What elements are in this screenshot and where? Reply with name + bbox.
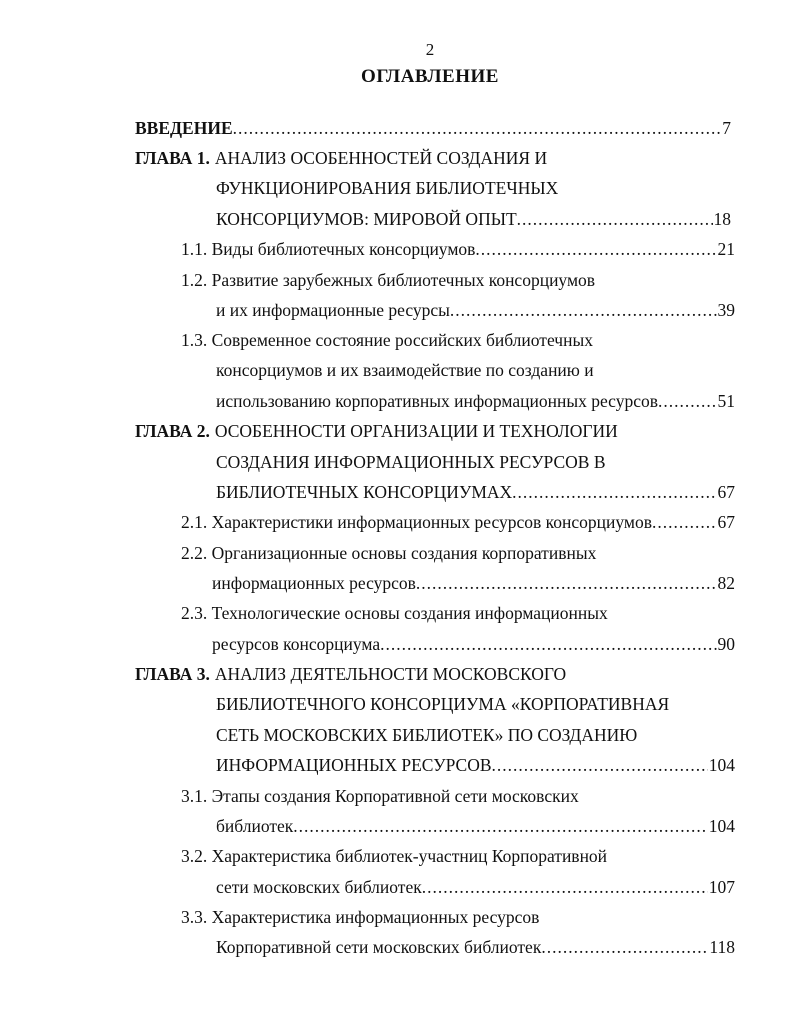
toc-chapter-1-line-3[interactable] <box>216 206 731 232</box>
section-3-2-text-2: сети московских библиотек <box>216 877 422 897</box>
intro-label: ВВЕДЕНИЕ <box>135 118 233 138</box>
leader-dots <box>450 297 717 323</box>
toc-section-1-3-line-1[interactable] <box>181 327 735 353</box>
toc-section-3-2-line-1[interactable] <box>181 843 735 869</box>
toc-chapter-2-line-2 <box>216 449 736 475</box>
chapter-1-title-line-3: КОНСОРЦИУМОВ: МИРОВОЙ ОПЫТ <box>216 209 517 229</box>
chapter-2-page: 67 <box>717 482 735 502</box>
chapter-1-page: 18 <box>713 209 731 229</box>
section-3-3-text-1: 3.3. Характеристика информационных ресурсов <box>181 907 540 927</box>
chapter-2-title-line-2: СОЗДАНИЯ ИНФОРМАЦИОННЫХ РЕСУРСОВ В <box>216 452 606 472</box>
section-1-1-text: 1.1. Виды библиотечных консорциумов <box>181 239 476 259</box>
section-3-1-text-1: 3.1. Этапы создания Корпоративной сети московских <box>181 786 579 806</box>
section-3-1-text-2: библиотек <box>216 816 294 836</box>
toc-chapter-2-line-1[interactable] <box>135 418 735 444</box>
chapter-1-title-line-1: АНАЛИЗ ОСОБЕННОСТЕЙ СОЗДАНИЯ И <box>214 148 548 168</box>
toc-section-2-3-line-1[interactable] <box>181 600 735 626</box>
chapter-3-title-line-4: ИНФОРМАЦИОННЫХ РЕСУРСОВ <box>216 755 492 775</box>
chapter-3-prefix: ГЛАВА 3. <box>135 664 210 684</box>
toc-chapter-2-line-3[interactable] <box>216 479 735 505</box>
toc-section-3-2-line-2[interactable] <box>216 874 735 900</box>
section-2-2-text-2: информационных ресурсов <box>212 573 416 593</box>
toc-section-1-3-line-3[interactable] <box>216 388 735 414</box>
leader-dots <box>652 509 717 535</box>
toc-section-1-2-line-2[interactable] <box>216 297 735 323</box>
section-2-1-page: 67 <box>717 512 735 532</box>
chapter-2-prefix: ГЛАВА 2. <box>135 421 210 441</box>
leader-dots <box>380 631 716 657</box>
section-1-1-page: 21 <box>717 239 735 259</box>
chapter-3-title-line-2: БИБЛИОТЕЧНОГО КОНСОРЦИУМА «КОРПОРАТИВНАЯ <box>216 694 670 714</box>
leader-dots <box>517 206 713 232</box>
leader-dots <box>416 570 717 596</box>
toc-section-1-3-line-2 <box>216 357 735 383</box>
toc-section-3-3-line-2[interactable] <box>216 934 735 960</box>
toc-section-3-1-line-1[interactable] <box>181 783 735 809</box>
section-3-1-page: 104 <box>708 816 735 836</box>
toc-section-3-1-line-2[interactable] <box>216 813 735 839</box>
page-number: 2 <box>425 40 435 59</box>
section-3-2-page: 107 <box>708 877 735 897</box>
section-2-3-text-2: ресурсов консорциума <box>212 634 381 654</box>
chapter-3-title-line-3: СЕТЬ МОСКОВСКИХ БИБЛИОТЕК» ПО СОЗДАНИЮ <box>216 725 638 745</box>
toc-section-2-1[interactable] <box>181 509 735 535</box>
toc-chapter-3-line-4[interactable] <box>216 752 735 778</box>
chapter-2-title-line-1: ОСОБЕННОСТИ ОРГАНИЗАЦИИ И ТЕХНОЛОГИИ <box>214 421 618 441</box>
section-3-3-page: 118 <box>709 937 735 957</box>
section-1-3-page: 51 <box>717 391 735 411</box>
toc-chapter-3-line-1[interactable] <box>135 661 735 687</box>
toc-entry-intro[interactable] <box>135 115 731 141</box>
section-2-1-text: 2.1. Характеристики информационных ресурсов консорциумов <box>181 512 652 532</box>
leader-dots <box>541 934 708 960</box>
section-1-2-text-1: 1.2. Развитие зарубежных библиотечных консорциумов <box>181 270 596 290</box>
section-3-2-text-1: 3.2. Характеристика библиотек-участниц Корпоративной <box>181 846 608 866</box>
toc-section-2-3-line-2[interactable] <box>212 631 735 657</box>
intro-page: 7 <box>722 118 731 138</box>
toc-section-1-2-line-1[interactable] <box>181 267 735 293</box>
chapter-3-page: 104 <box>708 755 735 775</box>
leader-dots <box>475 236 716 262</box>
leader-dots <box>293 813 707 839</box>
section-1-3-text-3: использованию корпоративных информационных ресурсов <box>216 391 658 411</box>
leader-dots <box>512 479 716 505</box>
toc-section-1-1[interactable] <box>181 236 735 262</box>
toc-chapter-3-line-3 <box>216 722 736 748</box>
leader-dots <box>658 388 717 414</box>
chapter-1-prefix: ГЛАВА 1. <box>135 148 210 168</box>
toc-section-2-2-line-2[interactable] <box>212 570 735 596</box>
chapter-2-title-line-3: БИБЛИОТЕЧНЫХ КОНСОРЦИУМАХ <box>216 482 513 502</box>
section-3-3-text-2: Корпоративной сети московских библиотек <box>216 937 542 957</box>
toc-chapter-1-line-2 <box>216 175 736 201</box>
section-1-3-text-2: консорциумов и их взаимодействие по созданию и <box>216 360 594 380</box>
chapter-1-title-line-2: ФУНКЦИОНИРОВАНИЯ БИБЛИОТЕЧНЫХ <box>216 178 559 198</box>
section-2-3-text-1: 2.3. Технологические основы создания информационных <box>181 603 608 623</box>
section-2-2-text-1: 2.2. Организационные основы создания корпоративных <box>181 543 597 563</box>
toc-section-3-3-line-1[interactable] <box>181 904 735 930</box>
section-1-2-text-2: и их информационные ресурсы <box>216 300 450 320</box>
leader-dots <box>492 752 708 778</box>
toc-title: ОГЛАВЛЕНИЕ <box>361 66 499 87</box>
leader-dots <box>233 115 722 141</box>
section-1-3-text-1: 1.3. Современное состояние российских библиотечных <box>181 330 593 350</box>
leader-dots <box>422 874 708 900</box>
toc-chapter-1-line-1[interactable] <box>135 145 735 171</box>
section-1-2-page: 39 <box>717 300 735 320</box>
section-2-3-page: 90 <box>717 634 735 654</box>
toc-section-2-2-line-1[interactable] <box>181 540 735 566</box>
toc-chapter-3-line-2 <box>216 691 736 717</box>
chapter-3-title-line-1: АНАЛИЗ ДЕЯТЕЛЬНОСТИ МОСКОВСКОГО <box>214 664 567 684</box>
section-2-2-page: 82 <box>717 573 735 593</box>
